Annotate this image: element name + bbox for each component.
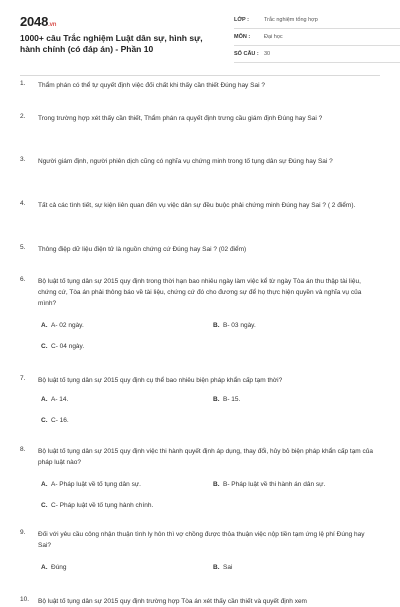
answer-option[interactable]	[213, 322, 256, 329]
answer-option[interactable]	[41, 322, 84, 329]
question-item	[20, 80, 380, 91]
question-item	[20, 276, 380, 350]
option-text: B- 15.	[223, 396, 241, 403]
question-number: 2.	[20, 113, 26, 120]
question-item	[20, 244, 380, 255]
question-item	[20, 596, 380, 607]
option-letter: A.	[41, 564, 48, 571]
question-number: 3.	[20, 156, 26, 163]
question-text: Bộ luật tố tụng dân sự 2015 quy định trong thời hạn bao nhiêu ngày làm việc kể từ ngày Tòa án thu thập tài liệu, chứng cứ, Tòa án phải thông báo về tài liệu, chứng cứ đó cho đương sự để họ thực hiện quyền và nghĩa vụ của mình?	[38, 278, 362, 307]
option-text: C- 16.	[51, 417, 69, 424]
option-text: B- 03 ngày.	[223, 322, 256, 329]
option-text: Sai	[223, 564, 233, 571]
option-letter: B.	[213, 564, 220, 571]
option-letter: B.	[213, 396, 220, 403]
meta-row-count	[234, 46, 400, 63]
logo-suffix: .vn	[48, 22, 57, 28]
meta-value: 30	[264, 51, 271, 57]
meta-label: LỚP :	[234, 17, 249, 23]
document-header	[20, 0, 380, 76]
answer-option[interactable]	[41, 343, 84, 350]
answer-option[interactable]	[213, 396, 240, 403]
option-letter: A.	[41, 322, 48, 329]
meta-label: MÔN :	[234, 34, 251, 40]
option-letter: C.	[41, 417, 48, 424]
question-text: Người giám định, người phiên dịch cũng có nghĩa vụ chứng minh trong tố tụng dân sự Đúng hay Sai ?	[38, 158, 333, 165]
question-text: Thẩm phán có thể tự quyết định việc đối chất khi thấy cần thiết Đúng hay Sai ?	[38, 82, 265, 89]
meta-row-subject	[234, 29, 400, 46]
answer-option[interactable]	[213, 564, 232, 571]
answer-option[interactable]	[41, 564, 67, 571]
option-text: C- Pháp luật về tố tụng hành chính.	[51, 502, 154, 509]
option-text: B- Pháp luật về thi hành án dân sự.	[223, 481, 326, 488]
question-text: Thông điệp dữ liệu điện tử là nguồn chứng cứ Đúng hay Sai ? (02 điểm)	[38, 246, 247, 253]
option-text: C- 04 ngày.	[51, 343, 85, 350]
option-text: A- 14.	[51, 396, 69, 403]
question-number: 9.	[20, 529, 26, 536]
meta-label: SỐ CÂU :	[234, 51, 259, 57]
question-number: 6.	[20, 276, 26, 283]
option-letter: A.	[41, 396, 48, 403]
question-text: Bộ luật tố tụng dân sự 2015 quy định trường hợp Tòa án xét thấy cần thiết và quyết định xem	[38, 598, 307, 605]
option-letter: C.	[41, 343, 48, 350]
answer-option[interactable]	[213, 481, 325, 488]
meta-value: Trắc nghiệm tổng hợp	[264, 17, 318, 23]
question-item	[20, 113, 380, 124]
option-letter: C.	[41, 502, 48, 509]
question-text: Trong trường hợp xét thấy cần thiết, Thẩm phán ra quyết định trưng cầu giám định Đúng hay Sai ?	[38, 115, 323, 122]
question-item	[20, 446, 380, 509]
question-item	[20, 529, 380, 571]
option-letter: A.	[41, 481, 48, 488]
question-text: Tất cả các tình tiết, sự kiện liên quan đến vụ việc dân sự đều buộc phải chứng minh Đúng hay Sai ? ( 2 điểm).	[38, 202, 356, 209]
logo-main: 2048	[20, 14, 49, 29]
question-item	[20, 375, 380, 424]
option-text: Đúng	[51, 564, 67, 571]
answer-option[interactable]	[41, 396, 68, 403]
option-letter: B.	[213, 322, 220, 329]
question-number: 10.	[20, 596, 30, 603]
question-number: 8.	[20, 446, 26, 453]
question-number: 4.	[20, 200, 26, 207]
question-item	[20, 200, 380, 211]
document-title: 1000+ câu Trắc nghiệm Luật dân sự, hình sự, hành chính (có đáp án) - Phần 10	[20, 33, 203, 54]
question-item	[20, 156, 380, 167]
option-letter: B.	[213, 481, 220, 488]
answer-option[interactable]	[41, 481, 141, 488]
question-number: 1.	[20, 80, 26, 87]
option-text: A- Pháp luật về tố tụng dân sự.	[51, 481, 141, 488]
question-text: Đối với yêu cầu công nhận thuận tình ly hôn thì vợ chồng được thỏa thuận việc nộp tiền tạm ứng lệ phí Đúng hay Sai?	[38, 531, 365, 549]
option-text: A- 02 ngày.	[51, 322, 84, 329]
site-logo[interactable]	[20, 14, 56, 29]
question-number: 7.	[20, 375, 26, 382]
answer-option[interactable]	[41, 417, 69, 424]
meta-value: Đại học	[264, 34, 283, 40]
answer-option[interactable]	[41, 502, 153, 509]
question-text: Bộ luật tố tụng dân sự 2015 quy định cụ thể bao nhiêu biện pháp khẩn cấp tạm thời?	[38, 377, 283, 384]
question-text: Bộ luật tố tụng dân sự 2015 quy định việc thi hành quyết định áp dụng, thay đổi, hủy bỏ biện pháp khẩn cấp tạm của pháp luật nào?	[38, 448, 374, 466]
meta-row-class	[234, 12, 400, 29]
meta-table	[234, 12, 400, 63]
question-number: 5.	[20, 244, 26, 251]
